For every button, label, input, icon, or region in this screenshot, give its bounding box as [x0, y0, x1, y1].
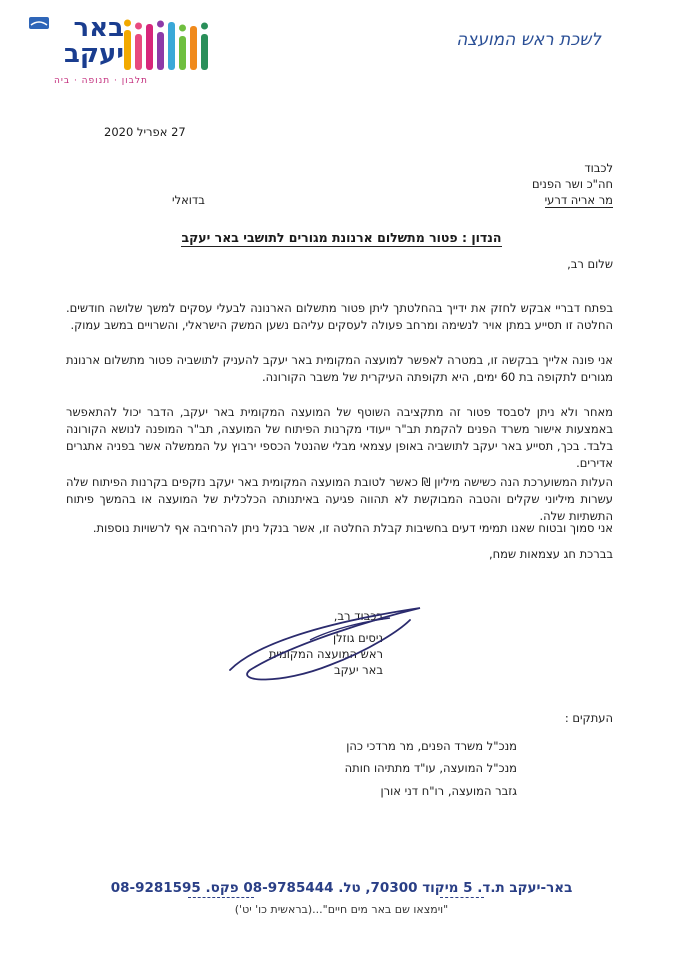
logo-bars-icon: [122, 16, 218, 72]
body-paragraph: בפתח דבריי אבקש לחזק את ידייך בהחלטתך ליתן פטור מתשלום הארנונה לבעלי עסקים למשך שלושה חודשים. החלטה זו תסייע במתן אויר לנשימה ומרחב פעולה לעסקים עליהם נשען המשק הישראלי, והשרויים במשב עמוק.: [66, 301, 613, 332]
logo-tagline: תלבון · תנופה · ביה: [54, 76, 148, 86]
letter-date: 27 אפריל 2020: [104, 125, 186, 139]
subject-text: הנדון : פטור מתשלום ארנונת מגורים לתושבי באר יעקב: [181, 230, 502, 245]
copy-recipient: גזבר המועצה, רו"ח דני אורן: [380, 784, 517, 798]
logo-text-line2: יעקב: [64, 39, 124, 69]
to-name-text: מר אריה דרעי: [544, 193, 613, 207]
signer-name: ניסים גוזלן: [332, 631, 383, 645]
footer-address: באר-יעקב ת.ד. 5 מיקוד 70300, טל. 08-9785444 פקס. 08-9281595: [110, 880, 573, 896]
closing: בכבוד רב,: [333, 609, 383, 623]
copy-recipient: מנכ"ל המועצה, עו"ד מתתיהו חותה: [344, 761, 517, 775]
delivery-method: בדואלי: [172, 193, 205, 207]
to-name: [545, 192, 613, 209]
body-paragraph: אני סמוך ובטוח שאנו תמימי דעים בחשיבות קבלת החלטה זו, אשר בנקל ניתן להרחיבה אף לרשויות נוספות.: [92, 521, 613, 535]
to-title: חה"כ ושר הפנים: [532, 177, 613, 191]
crest-icon: [28, 16, 50, 30]
greeting: שלום רב,: [567, 257, 613, 271]
copy-recipient: מנכ"ל משרד הפנים, מר מרדכי כהן: [346, 739, 517, 753]
body-paragraph: מאחר ולא ניתן לסבסד פטור זה מתקציבה השוטף של המועצה המקומית באר יעקב, הדבר יכול להתאפשר באמצעות אישור משרד הפנים להקמת תב"ר ייעודי מקרנות הפיתוח של המועצה, תב"ר המופנה לנושא הקורונה בלבד. בכך, תסייע באר יעקב לתושביה באופן עצמאי מבלי שהנטל הכספי ירבוץ על הממשלה אשר בפניה אתגרים אדירים.: [66, 405, 613, 470]
council-logo: [26, 14, 196, 84]
copies-label: העתקים :: [564, 711, 613, 725]
to-label: לכבוד: [584, 161, 613, 175]
footer-quote: "וימצאו שם באר מים חיים"...(בראשית כו' יט'): [234, 903, 449, 916]
footer-divider: [188, 897, 254, 898]
handwritten-signature: [220, 600, 440, 690]
signer-org: באר יעקב: [333, 663, 383, 677]
blessing: בברכת חג עצמאות שמח,: [489, 547, 613, 561]
office-title: לשכת ראש המועצה: [456, 30, 601, 50]
body-paragraph: העלות המשוערכת הנה כשישה מיליון ₪ כאשר לטובת המועצה המקומית באר יעקב נזקפים בקרנות הפיתוח שלה עשרות מיליוני שקלים והטבה המבוקשת לא תהווה פגיעה באיתנותה הכלכלית של המועצה או בהמשך פיתוח התשתיות שלה.: [66, 475, 613, 523]
footer-divider: [440, 897, 484, 898]
letter-subject: [0, 229, 683, 246]
logo-text-line1: באר: [73, 13, 124, 43]
body-paragraph: אני פונה אלייך בבקשה זו, במטרה לאפשר למועצה המקומית באר יעקב להעניק לתושביה פטור מתשלום ארנונת מגורים לתקופה בת 60 ימים, היא תקופתה העיקרית של משבר הקורונה.: [66, 353, 613, 384]
signer-title: ראש המועצה המקומית: [268, 647, 383, 661]
